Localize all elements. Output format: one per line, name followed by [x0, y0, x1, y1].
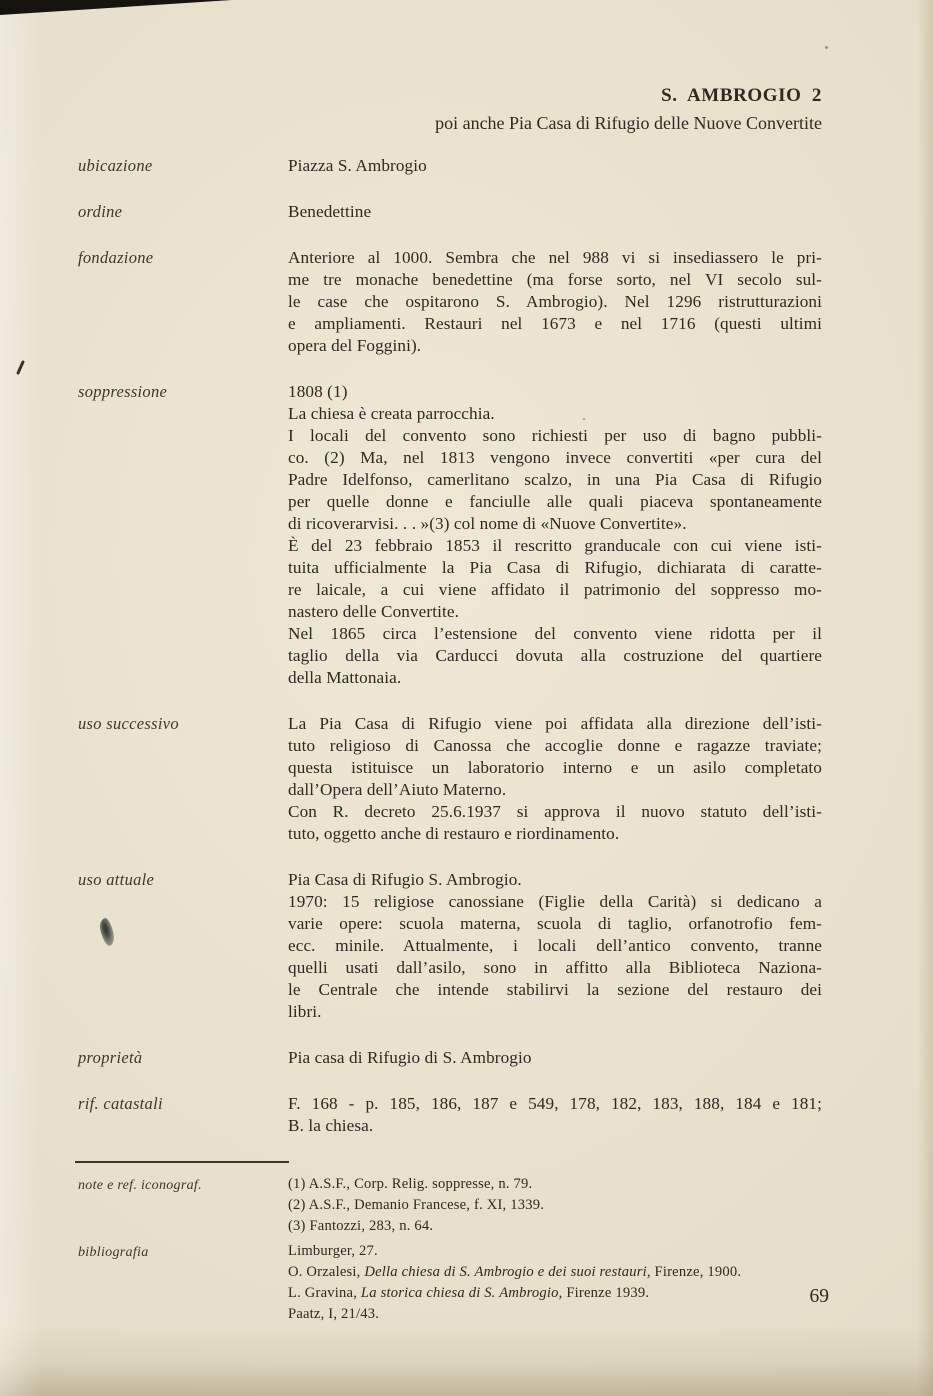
entry-label: ordine — [78, 202, 123, 221]
text-line: questa istituisce un laboratorio interno e un asilo completato — [288, 758, 822, 777]
footnote-text: Firenze, 1900. — [650, 1264, 742, 1280]
entry-row — [78, 869, 822, 1023]
footnote-text: O. Orzalesi, — [288, 1264, 365, 1280]
entry-row — [78, 201, 822, 223]
text-line: Piazza S. Ambrogio — [288, 156, 427, 175]
entry-content — [288, 1047, 822, 1069]
footnote-line — [288, 1216, 822, 1237]
footnote-text: L. Gravina, — [288, 1285, 361, 1301]
text-line: I locali del convento sono richiesti per uso di bagno pubbli- — [288, 426, 822, 445]
entry-row — [78, 247, 822, 357]
text-line: ecc. minile. Attualmente, i locali dell’antico convento, tranne — [288, 936, 822, 955]
footnote-line — [288, 1241, 822, 1262]
footnote-divider — [75, 1161, 289, 1163]
book-title: Della chiesa di S. Ambrogio e dei suoi restauri, — [364, 1264, 651, 1280]
text-line: Benedettine — [288, 202, 372, 221]
text-line: e ampliamenti. Restauri nel 1673 e nel 1716 (questi ultimi — [288, 314, 822, 333]
text-line: tuto religioso di Canossa che accoglie donne e ragazze traviate; — [288, 736, 822, 755]
footnote-content — [288, 1174, 822, 1237]
text-line: F. 168 - p. 185, 186, 187 e 549, 178, 182, 183, 188, 184 e 181; — [288, 1094, 822, 1113]
footnotes-list — [78, 1174, 822, 1325]
footnote-line — [288, 1262, 822, 1283]
text-line: di ricoverarvisi. . . »(3) col nome di «Nuove Convertite». — [288, 514, 687, 533]
entry-label: rif. catastali — [78, 1094, 163, 1113]
footnote-label: bibliografia — [78, 1245, 149, 1260]
text-line: varie opere: scuola materna, scuola di taglio, orfanotrofio fem- — [288, 914, 822, 933]
text-line: quelli usati dall’asilo, sono in affitto alla Biblioteca Naziona- — [288, 958, 822, 977]
text-line: opera del Foggini). — [288, 336, 422, 355]
entry-label: fondazione — [78, 248, 154, 267]
text-line: tuto, oggetto anche di restauro e riordinamento. — [288, 824, 620, 843]
footnote-line — [288, 1283, 822, 1304]
text-line: 1808 (1) — [288, 382, 348, 401]
footnote-line — [288, 1195, 822, 1216]
entry-row — [78, 1047, 822, 1069]
entry-label: uso attuale — [78, 870, 155, 889]
text-line: Con R. decreto 25.6.1937 si approva il nuovo statuto dell’isti- — [288, 802, 822, 821]
entry-content — [288, 155, 822, 177]
scan-edge-shadow — [0, 0, 232, 15]
text-line: le Centrale che intende stabilirvi la sezione del restauro dei — [288, 980, 822, 999]
text-line: tuita ufficialmente la Pia Casa di Rifugio, dichiarata di caratte- — [288, 558, 822, 577]
footnote-content — [288, 1241, 822, 1325]
footnote-row — [78, 1241, 822, 1325]
text-line: re laicale, a cui viene affidato il patrimonio del soppresso mo- — [288, 580, 822, 599]
text-line: co. (2) Ma, nel 1813 vengono invece convertiti «per cura del — [288, 448, 822, 467]
page-subtitle: poi anche Pia Casa di Rifugio delle Nuove Convertite — [435, 113, 822, 133]
entry-content — [288, 869, 822, 1023]
entry-row — [78, 381, 822, 689]
text-line: B. la chiesa. — [288, 1116, 374, 1135]
entry-row — [78, 155, 822, 177]
entry-content — [288, 381, 822, 689]
book-title: La storica chiesa di S. Ambrogio, — [360, 1285, 563, 1301]
page-title: S. AMBROGIO 2 — [661, 85, 822, 106]
text-line: della Mattonaia. — [288, 668, 402, 687]
entry-content — [288, 713, 822, 845]
footnote-text: Firenze 1939. — [562, 1285, 650, 1301]
entry-content — [288, 247, 822, 357]
pen-stroke-mark — [16, 360, 25, 375]
text-line: Pia casa di Rifugio di S. Ambrogio — [288, 1048, 532, 1067]
text-line: La Pia Casa di Rifugio viene poi affidata alla direzione dell’isti- — [288, 714, 822, 733]
text-line: Nel 1865 circa l’estensione del convento viene ridotta per il — [288, 624, 822, 643]
footnote-text: (2) A.S.F., Demanio Francese, f. XI, 1339. — [288, 1197, 545, 1213]
entry-label: uso successivo — [78, 714, 179, 733]
footnote-label: note e ref. iconograf. — [78, 1178, 202, 1193]
text-line: me tre monache benedettine (ma forse sorto, nel VI secolo sul- — [288, 270, 822, 289]
entry-label: soppressione — [78, 382, 168, 401]
text-line: per quelle donne e fanciulle alle quali piaceva spontaneamente — [288, 492, 822, 511]
page-number: 69 — [809, 1286, 829, 1307]
paper-speck — [583, 418, 585, 420]
entry-content — [288, 1093, 822, 1137]
text-line: dall’Opera dell’Aiuto Materno. — [288, 780, 507, 799]
entry-row — [78, 1093, 822, 1137]
entry-label: proprietà — [78, 1048, 143, 1067]
entries-list — [78, 155, 822, 1137]
entry-content — [288, 201, 822, 223]
text-line: le case che ospitarono S. Ambrogio). Nel 1296 ristrutturazioni — [288, 292, 822, 311]
entry-row — [78, 713, 822, 845]
text-line: La chiesa è creata parrocchia. — [288, 404, 495, 423]
footnote-line — [288, 1174, 822, 1195]
paper-speck — [825, 46, 828, 49]
text-line: È del 23 febbraio 1853 il rescritto granducale con cui viene isti- — [288, 536, 822, 555]
text-line: Anteriore al 1000. Sembra che nel 988 vi si insediassero le pri- — [288, 248, 822, 267]
entry-label: ubicazione — [78, 156, 153, 175]
footnote-text: Paatz, I, 21/43. — [288, 1306, 380, 1322]
footnote-row — [78, 1174, 822, 1237]
footnote-line — [288, 1304, 822, 1325]
text-line: Pia Casa di Rifugio S. Ambrogio. — [288, 870, 522, 889]
text-line: taglio della via Carducci dovuta alla costruzione del quartiere — [288, 646, 822, 665]
text-line: nastero delle Convertite. — [288, 602, 459, 621]
footnote-text: (3) Fantozzi, 283, n. 64. — [288, 1218, 434, 1234]
text-line: Padre Idelfonso, camerlitano scalzo, in una Pia Casa di Rifugio — [288, 470, 822, 489]
footnote-text: (1) A.S.F., Corp. Relig. soppresse, n. 79. — [288, 1176, 533, 1192]
text-line: 1970: 15 religiose canossiane (Figlie della Carità) si dedicano a — [288, 892, 822, 911]
footnote-text: Limburger, 27. — [288, 1243, 378, 1259]
text-line: libri. — [288, 1002, 322, 1021]
